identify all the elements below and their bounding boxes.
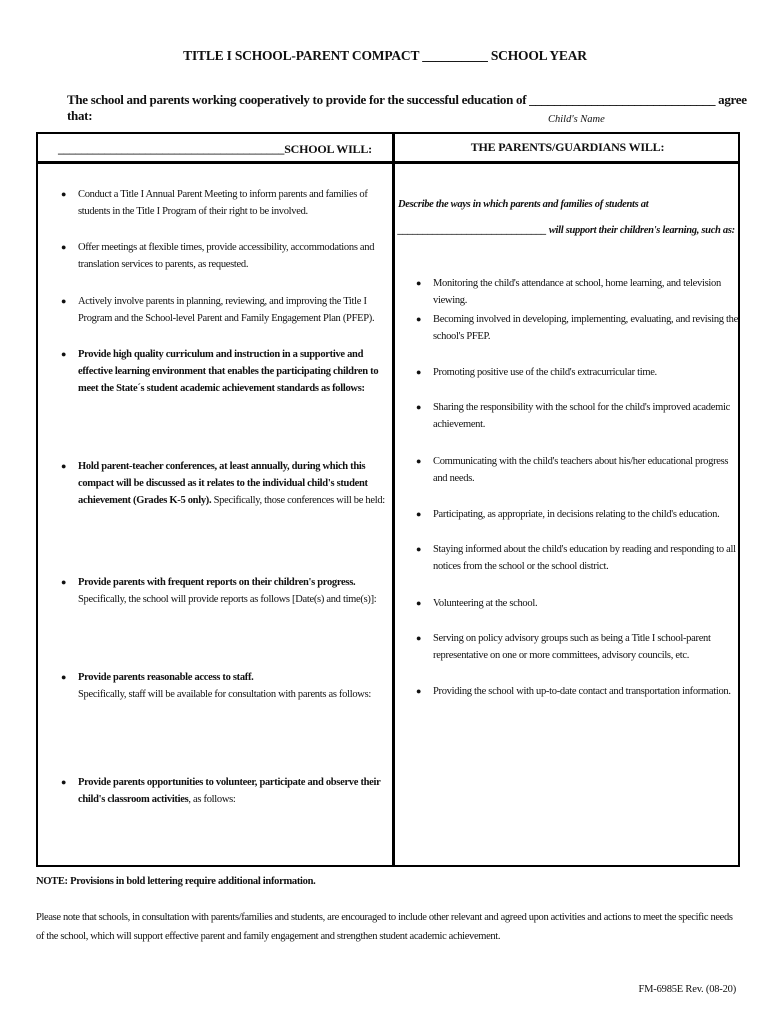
item-bold-text: Provide high quality curriculum and instruction in a supportive and effective learning environment that enables the participating children to meet the State´s student academic achievement standards as follows:	[78, 349, 379, 394]
bullet-icon: ●	[416, 686, 422, 696]
bullet-icon: ●	[416, 456, 422, 466]
bullet-icon: ●	[61, 189, 67, 199]
parent-item	[416, 683, 738, 700]
parent-item	[416, 541, 738, 575]
bullet-icon: ●	[416, 544, 422, 554]
bold-provisions-note: NOTE: Provisions in bold lettering require additional information.	[36, 876, 316, 887]
school-column-header	[38, 134, 392, 164]
school-item	[61, 774, 388, 808]
item-text: Serving on policy advisory groups such as being a Title I school-parent representative on one or more committees, advisory councils, etc.	[433, 633, 711, 661]
item-text: Promoting positive use of the child's extracurricular time.	[433, 367, 657, 378]
column-divider	[392, 134, 395, 865]
parents-description	[398, 192, 738, 244]
school-item	[61, 239, 388, 273]
parent-item	[416, 275, 738, 309]
item-text: Becoming involved in developing, implementing, evaluating, and revising the school's PFEP.	[433, 314, 738, 342]
child-name-caption: Child's Name	[548, 114, 605, 125]
item-text: Volunteering at the school.	[433, 598, 538, 609]
item-text: Staying informed about the child's education by reading and responding to all notices from the school or the school district.	[433, 544, 736, 572]
school-item	[61, 574, 388, 608]
item-text: Specifically, staff will be available for consultation with parents as follows:	[78, 689, 371, 700]
document-title: TITLE I SCHOOL-PARENT COMPACT __________ SCHOOL YEAR	[183, 48, 587, 63]
school-item	[61, 669, 388, 703]
bullet-icon: ●	[416, 598, 422, 608]
item-bold-text: Provide parents reasonable access to staff.	[78, 672, 254, 683]
school-item	[61, 293, 388, 327]
item-bold-text: Hold parent-teacher conferences, at least annually, during which this compact will be discussed as it relates to the individual child's student achievement (Grades K-5 only).	[78, 461, 368, 506]
parent-item	[416, 506, 738, 523]
parent-item	[416, 399, 738, 433]
parent-item	[416, 453, 738, 487]
parent-item	[416, 311, 738, 345]
bullet-icon: ●	[416, 509, 422, 519]
additional-activities-paragraph: Please note that schools, in consultation with parents/families and students, are encouraged to include other relevant and agreed upon activities and actions to meet the specific needs of the school, which will support effective parent and family engagement and strengthen student academic achievement.	[36, 912, 733, 942]
bullet-icon: ●	[61, 461, 67, 471]
parents-intro-line-1: Describe the ways in which parents and families of students at	[398, 199, 649, 210]
item-text: Communicating with the child's teachers about his/her educational progress and needs.	[433, 456, 729, 484]
item-text: , as follows:	[188, 794, 236, 805]
parents-header-text: THE PARENTS/GUARDIANS WILL:	[470, 140, 665, 154]
bullet-icon: ●	[416, 633, 422, 643]
bullet-icon: ●	[416, 367, 422, 377]
bullet-icon: ●	[61, 577, 67, 587]
item-bold-text: Provide parents with frequent reports on their children's progress.	[78, 577, 356, 588]
school-item	[61, 186, 388, 220]
bullet-icon: ●	[61, 349, 67, 359]
bullet-icon: ●	[416, 314, 422, 324]
item-text: Sharing the responsibility with the school for the child's improved academic achievement.	[433, 402, 730, 430]
item-text: Specifically, those conferences will be held:	[211, 495, 385, 506]
item-text: Conduct a Title I Annual Parent Meeting to inform parents and families of students in the Title I Program of their right to be involved.	[78, 189, 368, 217]
parent-item	[416, 364, 738, 381]
bullet-icon: ●	[61, 672, 67, 682]
item-bold-text: Provide parents opportunities to volunteer, participate and observe their child's classroom activities	[78, 777, 381, 805]
bullet-icon: ●	[61, 242, 67, 252]
school-item	[61, 458, 388, 509]
bullet-icon: ●	[416, 278, 422, 288]
form-number: FM-6985E Rev. (08-20)	[638, 984, 736, 995]
bullet-icon: ●	[61, 296, 67, 306]
item-text: Participating, as appropriate, in decisions relating to the child's education.	[433, 509, 720, 520]
compact-table	[36, 132, 740, 867]
item-text: Specifically, the school will provide reports as follows [Date(s) and time(s)]:	[78, 594, 377, 605]
item-text: Offer meetings at flexible times, provide accessibility, accommodations and translation services to parents, as requested.	[78, 242, 375, 270]
parent-item	[416, 595, 738, 612]
item-text: Monitoring the child's attendance at school, home learning, and television viewing.	[433, 278, 721, 306]
parents-intro-line-2: ______________________________ will support their children's learning, such as:	[398, 225, 735, 236]
school-item	[61, 346, 388, 397]
item-text: Providing the school with up-to-date contact and transportation information.	[433, 686, 731, 697]
parent-item	[416, 630, 738, 664]
item-text: Actively involve parents in planning, reviewing, and improving the Title I Program and the School-level Parent and Family Engagement Plan (PFEP).	[78, 296, 375, 324]
parents-column-header	[395, 134, 740, 164]
bullet-icon: ●	[416, 402, 422, 412]
bullet-icon: ●	[61, 777, 67, 787]
intro-statement: The school and parents working cooperatively to provide for the successful education of ______________________________ agree that:	[67, 92, 747, 123]
school-header-text: _______________________________________SCHOOL WILL:	[58, 142, 372, 156]
